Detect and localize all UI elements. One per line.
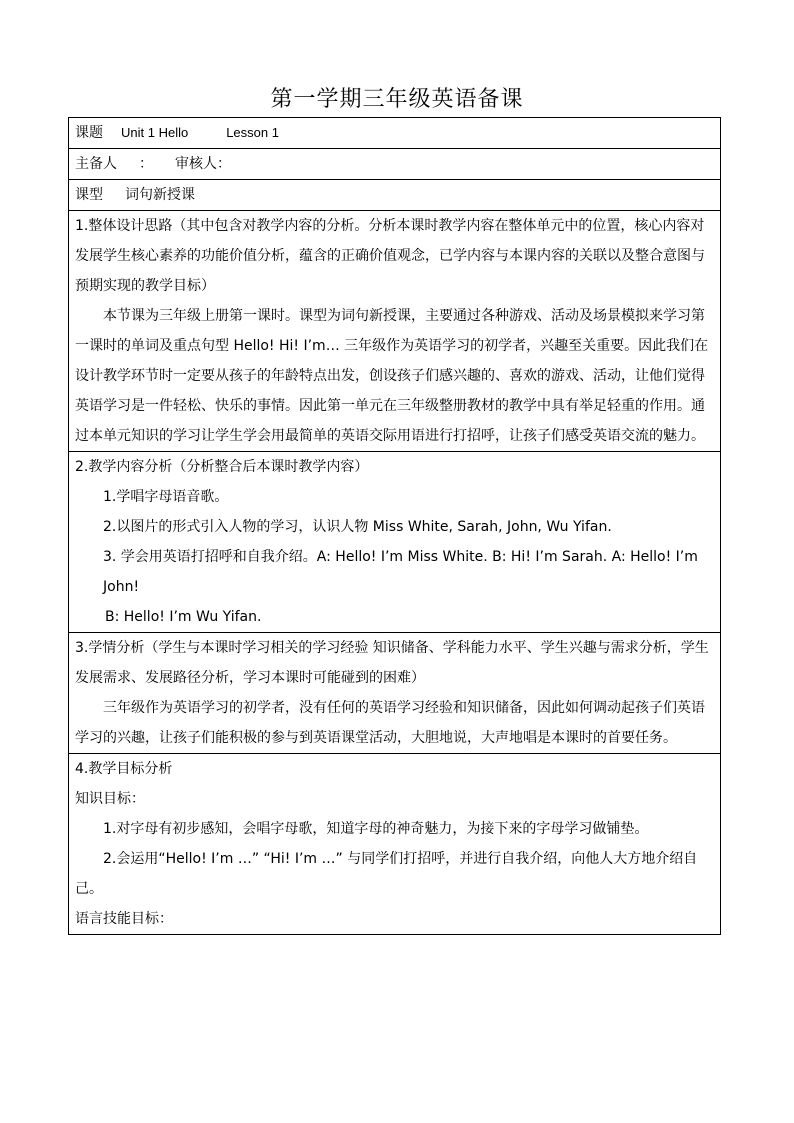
type-label: 课型: [75, 187, 103, 203]
section2-item: 1.学唱字母语音歌。: [103, 489, 229, 505]
section1-heading: 1.整体设计思路（其中包含对教学内容的分析。分析本课时教学内容在整体单元中的位置，核心内容对发展学生核心素养的功能价值分析，蕴含的正确价值观念，已学内容与本课内容的关联以及整合意图与预期实现的教学目标）: [75, 218, 705, 294]
section3-heading: 3.学情分析（学生与本课时学习相关的学习经验 知识储备、学科能力水平、学生兴趣与需求分析，学生发展需求、发展路径分析，学习本课时可能碰到的困难）: [75, 640, 709, 686]
section4-heading: 4.教学目标分析: [75, 761, 173, 777]
preparer-label: 主备人: [75, 156, 117, 172]
section2-item: 3. 学会用英语打招呼和自我介绍。A: Hello! I’m Miss White. B: Hi! I’m Sarah. A: Hello! I’m John!: [103, 549, 698, 595]
section1-cell: [69, 211, 721, 452]
section3-body: 三年级作为英语学习的初学者，没有任何的英语学习经验和知识储备，因此如何调动起孩子们英语学习的兴趣，让孩子们能积极的参与到英语课堂活动，大胆地说，大声地唱是本课时的首要任务。: [75, 700, 705, 746]
preparer-cell: [69, 149, 721, 180]
type-cell: [69, 180, 721, 211]
section4-row: [69, 754, 721, 935]
section1-body: 本节课为三年级上册第一课时。课型为词句新授课，主要通过各种游戏、活动及场景模拟来学习第一课时的单词及重点句型 Hello! Hi! I’m… 三年级作为英语学习的初学者，兴趣至关重要。因此我们在设计教学环节时一定要从孩子的年龄特点出发，创设孩子们感兴趣的、喜欢的游戏、活动，让他们觉得英语学习是一件轻松、快乐的事情。因此第一单元在三年级整册教材的教学中具有举足轻重的作用。通过本单元知识的学习让学生学会用最简单的英语交际用语进行打招呼，让孩子们感受英语交流的魅力。: [75, 308, 709, 444]
knowledge-goal-label: 知识目标：: [75, 791, 145, 807]
type-row: [69, 180, 721, 211]
reviewer-label: 审核人：: [175, 156, 231, 172]
section2-item: B: Hello! I’m Wu Yifan.: [105, 609, 262, 625]
section2-heading: 2.教学内容分析（分析整合后本课时教学内容）: [75, 459, 369, 475]
section3-cell: [69, 633, 721, 754]
lesson-plan-table: [68, 117, 721, 935]
page-title: 第一学期三年级英语备课: [270, 87, 524, 112]
topic-unit: Unit 1 Hello: [121, 125, 189, 140]
section2-cell: [69, 452, 721, 633]
topic-row: [69, 118, 721, 149]
section3-row: [69, 633, 721, 754]
knowledge-goal-item: 2.会运用“Hello! I’m …” “Hi! I’m …” 与同学们打招呼，并进行自我介绍，向他人大方地介绍自己。: [75, 851, 698, 897]
section2-row: [69, 452, 721, 633]
section4-cell: [69, 754, 721, 935]
knowledge-goal-item: 1.对字母有初步感知，会唱字母歌，知道字母的神奇魅力，为接下来的字母学习做铺垫。: [103, 821, 649, 837]
section2-item: 2.以图片的形式引入人物的学习，认识人物 Miss White, Sarah, John, Wu Yifan.: [103, 519, 612, 535]
preparer-separator: ：: [139, 156, 153, 172]
topic-lesson: Lesson 1: [226, 125, 279, 140]
type-value: 词句新授课: [125, 187, 195, 203]
topic-cell: [69, 118, 721, 149]
skills-goal-label: 语言技能目标：: [75, 911, 173, 927]
section1-row: [69, 211, 721, 452]
topic-label: 课题: [75, 125, 103, 141]
preparer-row: [69, 149, 721, 180]
